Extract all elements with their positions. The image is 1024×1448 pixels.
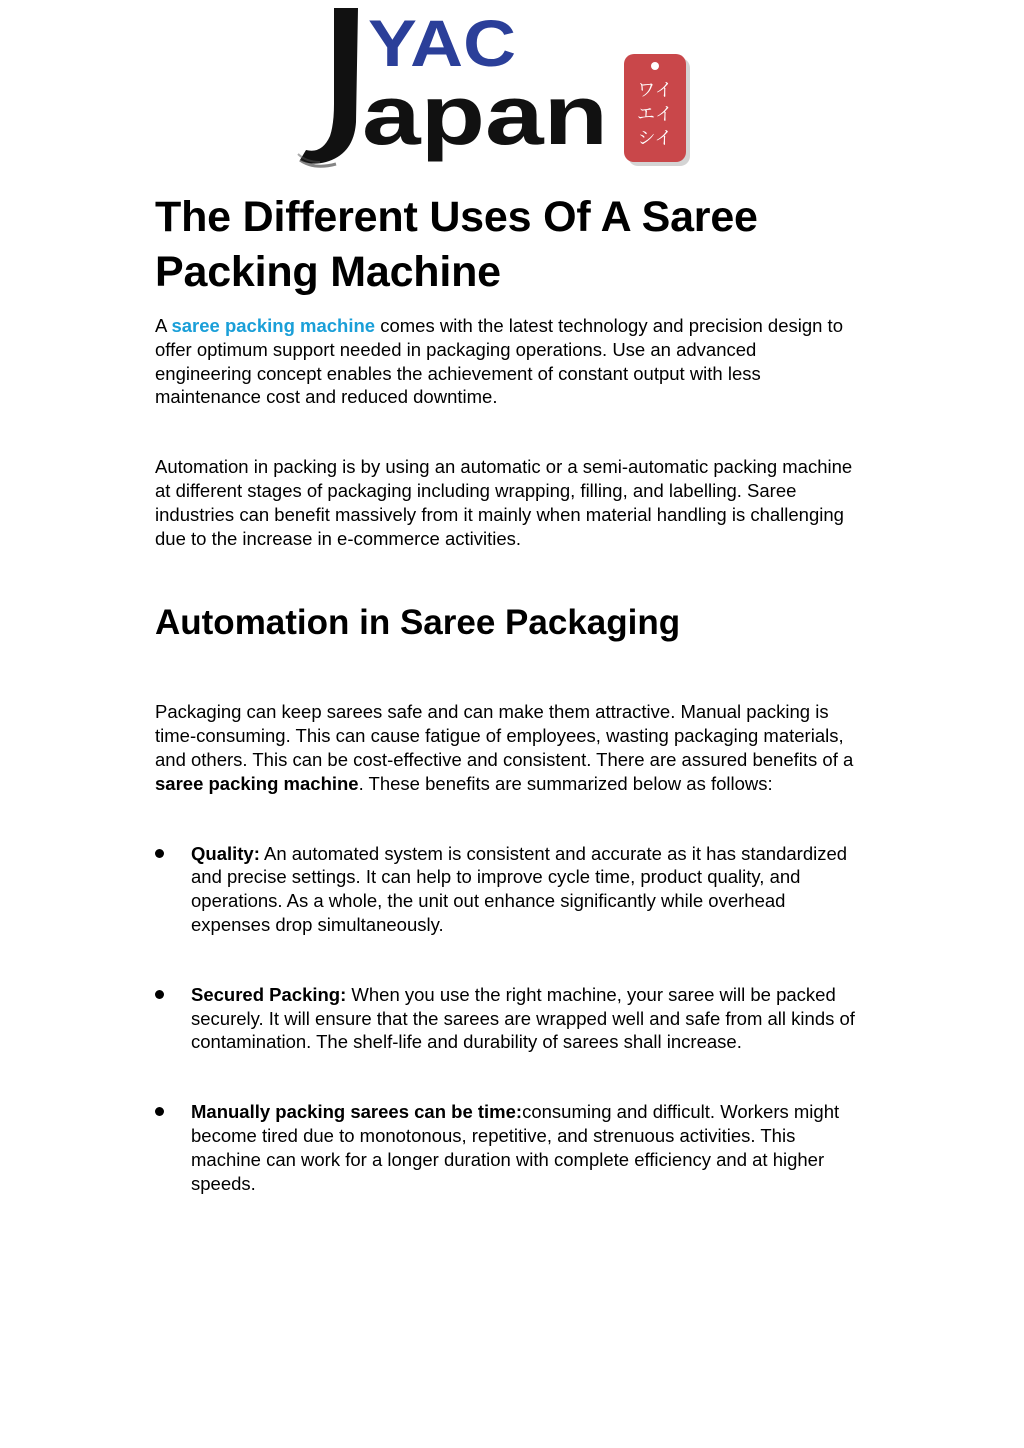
bullet-icon	[155, 1107, 164, 1116]
list-item: Secured Packing: When you use the right machine, your saree will be packed securely. It will ensure that the sarees are wrapped well and safe from all kinds of contamination. The shelf-life and durability of sarees shall increase.	[155, 983, 855, 1054]
benefits-list	[155, 842, 855, 1196]
yac-japan-logo	[296, 4, 696, 174]
section-heading: Automation in Saree Packaging	[155, 603, 681, 643]
bullet-icon	[155, 990, 164, 999]
packaging-paragraph: Packaging can keep sarees safe and can make them attractive. Manual packing is time-consuming. This can cause fatigue of employees, wasting packaging materials, and others. This can be cost-effective and consistent. There are assured benefits of a saree packing machine. These benefits are summarized below as follows:	[155, 701, 854, 794]
article	[155, 190, 855, 1241]
list-item: Quality: An automated system is consistent and accurate as it has standardized and precise settings. It can help to improve cycle time, product quality, and operations. As a whole, the unit out enhance significantly while overhead expenses drop simultaneously.	[155, 842, 855, 937]
list-item: Manually packing sarees can be time:consuming and difficult. Workers might become tired due to monotonous, repetitive, and strenuous activities. This machine can work for a longer duration with complete efficiency and at higher speeds.	[155, 1100, 855, 1195]
svg-text:apan: apan	[362, 68, 608, 162]
bullet-icon	[155, 849, 164, 858]
logo-yac-text: YAC	[368, 6, 516, 80]
saree-packing-machine-link[interactable]: saree packing machine	[171, 315, 376, 336]
automation-paragraph: Automation in packing is by using an automatic or a semi-automatic packing machine at different stages of packaging including wrapping, filling, and labelling. Saree industries can benefit massively from it mainly when material handling is challenging due to the increase in e-commerce activities.	[155, 456, 853, 549]
intro-paragraph: A saree packing machine comes with the latest technology and precision design to offer optimum support needed in packaging operations. Use an advanced engineering concept enables the achievement of constant output with less maintenance cost and reduced downtime.	[155, 315, 843, 408]
svg-text:エイ: エイ	[637, 104, 673, 125]
katakana-tag	[624, 54, 690, 166]
svg-text:ワイ: ワイ	[637, 80, 673, 101]
page-title: The Different Uses Of A Saree Packing Machine	[155, 193, 758, 296]
svg-text:シイ: シイ	[637, 128, 673, 149]
